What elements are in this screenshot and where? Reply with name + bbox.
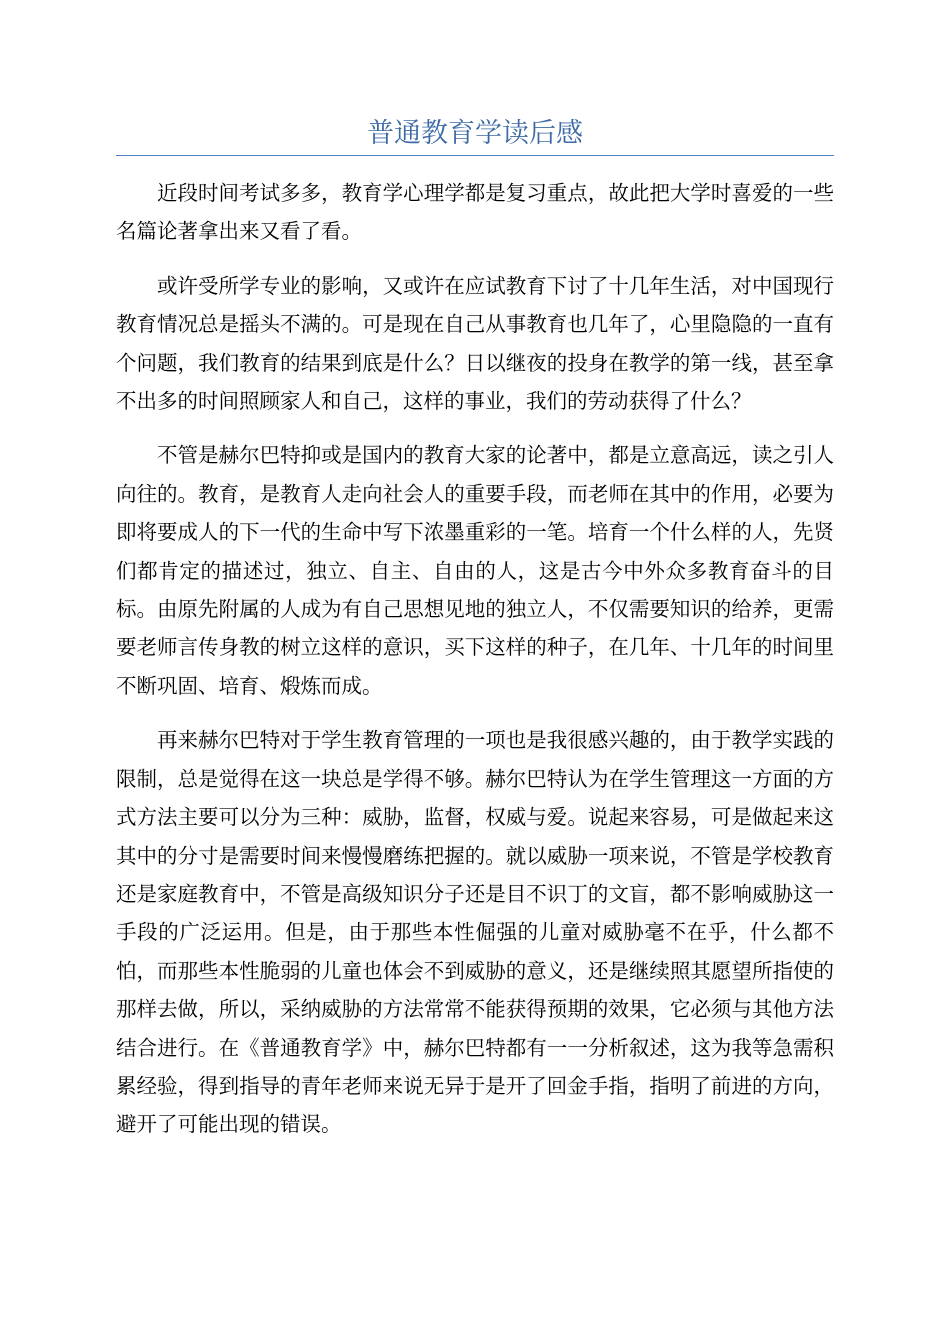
title-underline-divider: [116, 155, 834, 156]
paragraph-4: 再来赫尔巴特对于学生教育管理的一项也是我很感兴趣的，由于教学实践的限制，总是觉得在这一块总是学得不够。赫尔巴特认为在学生管理这一方面的方式方法主要可以分为三种：威胁，监督，权威与爱。说起来容易，可是做起来这其中的分寸是需要时间来慢慢磨练把握的。就以威胁一项来说，不管是学校教育还是家庭教育中，不管是高级知识分子还是目不识丁的文盲，都不影响威胁这一手段的广泛运用。但是，由于那些本性倔强的儿童对威胁毫不在乎，什么都不怕，而那些本性脆弱的儿童也体会不到威胁的意义，还是继续照其愿望所指使的那样去做，所以，采纳威胁的方法常常不能获得预期的效果，它必须与其他方法结合进行。在《普通教育学》中，赫尔巴特都有一一分析叙述，这为我等急需积累经验，得到指导的青年老师来说无异于是开了回金手指，指明了前进的方向，避开了可能出现的错误。: [116, 728, 834, 1137]
paragraph-3: 不管是赫尔巴特抑或是国内的教育大家的论著中，都是立意高远，读之引人向往的。教育，是教育人走向社会人的重要手段，而老师在其中的作用，必要为即将要成人的下一代的生命中写下浓墨重彩的一笔。培育一个什么样的人，先贤们都肯定的描述过，独立、自主、自由的人，这是古今中外众多教育奋斗的目标。由原先附属的人成为有自己思想见地的独立人，不仅需要知识的给养，更需要老师言传身教的树立这样的意识，买下这样的种子，在几年、十几年的时间里不断巩固、培育、煅炼而成。: [116, 443, 834, 698]
document-body: [116, 174, 834, 1160]
paragraph-1: 近段时间考试多多，教育学心理学都是复习重点，故此把大学时喜爱的一些名篇论著拿出来又看了看。: [116, 181, 834, 244]
paragraph-2: 或许受所学专业的影响，又或许在应试教育下讨了十几年生活，对中国现行教育情况总是摇头不满的。可是现在自己从事教育也几年了，心里隐隐的一直有个问题，我们教育的结果到底是什么？日以继夜的投身在教学的第一线，甚至拿不出多的时间照顾家人和自己，这样的事业，我们的劳动获得了什么？: [116, 273, 834, 414]
document-title: 普通教育学读后感: [367, 118, 583, 149]
